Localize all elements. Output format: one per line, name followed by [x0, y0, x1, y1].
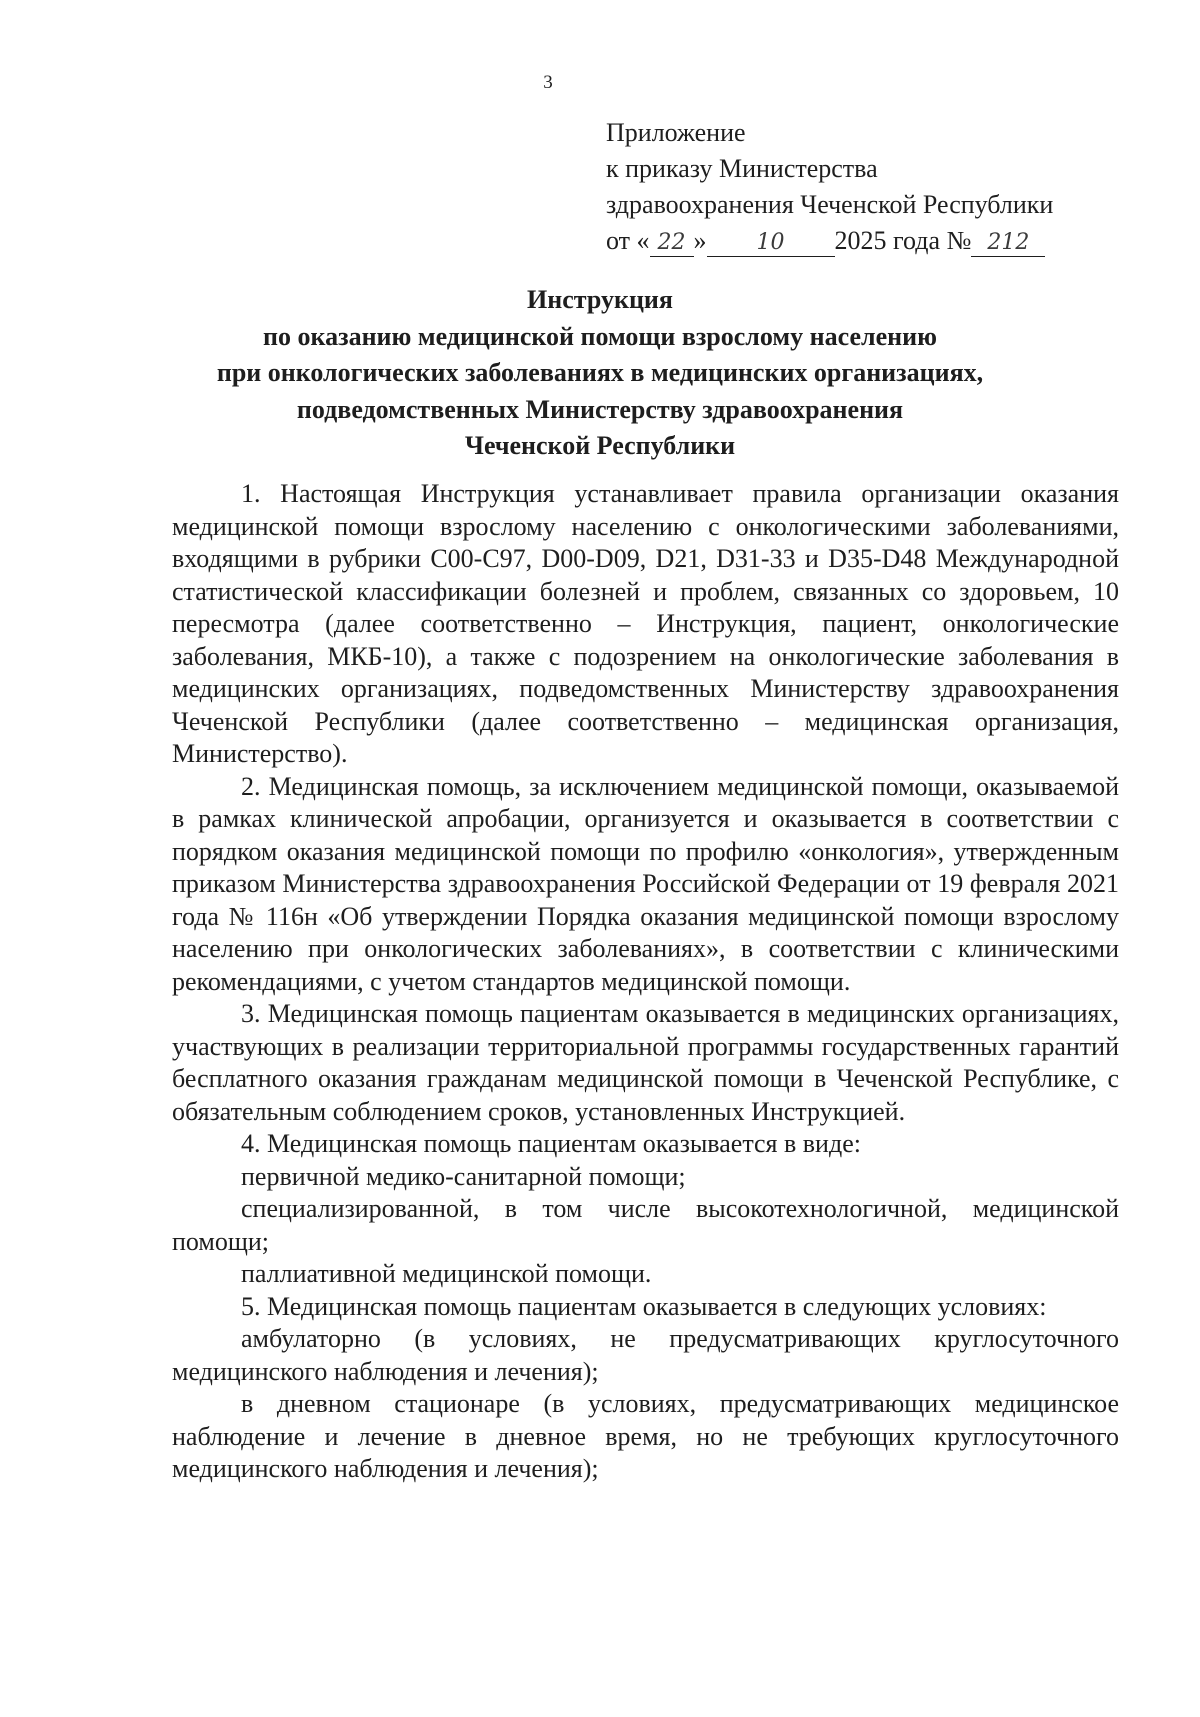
date-quote-close: »: [693, 226, 707, 255]
paragraph-4-item-2: специализированной, в том числе высокотехнологичной, медицинской помощи;: [172, 1194, 1119, 1256]
title-line-4: подведомственных Министерству здравоохранения: [296, 394, 904, 424]
handwritten-month: 10: [707, 230, 835, 257]
page-number: 3: [543, 72, 553, 93]
appendix-line-1: Приложение: [606, 118, 746, 147]
paragraph-4: 4. Медицинская помощь пациентам оказывается в виде:: [241, 1129, 861, 1158]
title-line-2: по оказанию медицинской помощи взрослому населению: [263, 321, 937, 351]
date-prefix: от «: [606, 226, 650, 255]
paragraph-5: 5. Медицинская помощь пациентам оказывается в следующих условиях:: [241, 1291, 1047, 1321]
title-line-5: Чеченской Республики: [464, 431, 736, 460]
appendix-line-3: здравоохранения Чеченской Республики: [606, 190, 1054, 219]
title-line-3: при онкологических заболеваниях в медицинских организациях,: [216, 358, 984, 387]
title-line-1: Инструкция: [527, 285, 673, 314]
handwritten-order-number: 212: [971, 230, 1045, 257]
paragraph-4-item-1: первичной медико-санитарной помощи;: [241, 1161, 686, 1191]
appendix-block: [606, 115, 1053, 259]
paragraph-2: 2. Медицинская помощь, за исключением медицинской помощи, оказываемой в рамках клинической апробации, организуется и оказывается в соответствии с порядком оказания медицинской помощи по профилю «онкология», утвержденным приказом Министерства здравоохранения Российской Федерации от 19 февраля 2021 года № 116н «Об утверждении Порядка оказания медицинской помощи взрослому населению при онкологических заболеваниях», в соответствии с клиническими рекомендациями, с учетом стандартов медицинской помощи.: [172, 771, 1119, 996]
appendix-date-line: [606, 223, 1053, 259]
paragraph-5-item-2: в дневном стационаре (в условиях, предусматривающих медицинское наблюдение и лечение в дневное время, но не требующих круглосуточного медицинского наблюдения и лечения);: [172, 1389, 1119, 1483]
paragraph-4-item-3: паллиативной медицинской помощи.: [241, 1259, 652, 1288]
appendix-line-2: к приказу Министерства: [606, 154, 878, 183]
document-title: [150, 282, 1050, 465]
paragraph-3: 3. Медицинская помощь пациентам оказывается в медицинских организациях, участвующих в реализации территориальной программы государственных гарантий бесплатного оказания гражданам медицинской помощи в Чеченской Республике, с обязательным соблюдением сроков, установленных Инструкцией.: [172, 999, 1119, 1126]
handwritten-day: 22: [650, 230, 694, 257]
document-body: [172, 478, 1119, 1486]
paragraph-5-item-1: амбулаторно (в условиях, не предусматривающих круглосуточного медицинского наблюдения и лечения);: [172, 1324, 1119, 1386]
paragraph-1: 1. Настоящая Инструкция устанавливает правила организации оказания медицинской помощи взрослому населению с онкологическими заболеваниями, входящими в рубрики C00-C97, D00-D09, D21, D31-33 и D35-D48 Международной статистической классификации болезней и проблем, связанных со здоровьем, 10 пересмотра (далее соответственно – Инструкция, пациент, онкологические заболевания, МКБ-10), а также с подозрением на онкологические заболевания в медицинских организациях, подведомственных Министерству здравоохранения Чеченской Республики (далее соответственно – медицинская организация, Министерство).: [172, 479, 1119, 768]
year-text: 2025 года №: [834, 226, 972, 255]
